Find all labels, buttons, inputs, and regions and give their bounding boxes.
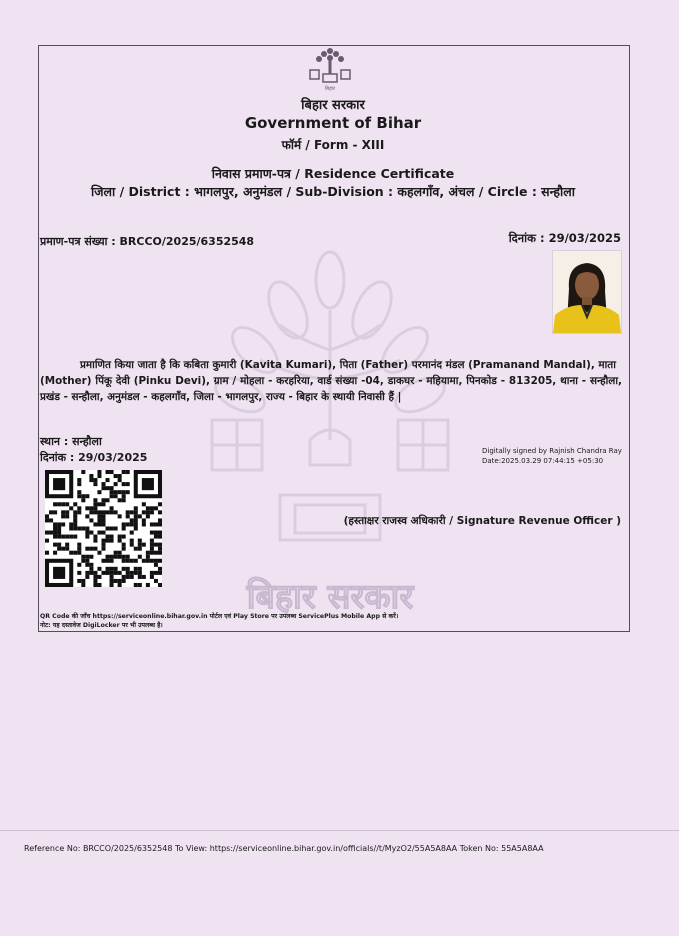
government-english: Government of Bihar — [244, 114, 422, 132]
certificate-body-first-line: प्रमाणित किया जाता है कि कबिता कुमारी (Kavita Kumari), पिता (Father) परमानंद मंडल (Pramanand Mandal), माता — [80, 359, 616, 371]
digital-signature-date: Date:2025.03.29 07:44:15 +05:30 — [482, 457, 604, 465]
bodhi-tree-watermark-icon — [210, 250, 450, 610]
footer-divider — [0, 830, 679, 831]
qr-code[interactable] — [45, 470, 162, 587]
location-line: जिला / District : भागलपुर, अनुमंडल / Sub-Division : कहलगाँव, अंचल / Circle : सन्हौला — [91, 184, 575, 199]
digital-signature — [482, 446, 622, 466]
certificate-body-rest: (Mother) पिंकू देवी (Pinku Devi), ग्राम / मोहला - करहरिया, वार्ड संख्या -04, डाकघर - महियामा, पिनकोड - 813205, थाना - सन्हौला, प्रखंड - सन्हौला, अनुमंडल - कहलगाँव, जिला - भागलपुर, राज्य - बिहार के स्थायी निवासी हैं | — [40, 375, 622, 403]
qr-note — [40, 612, 398, 630]
signature-officer-label: (हस्ताक्षर राजस्व अधिकारी / Signature Revenue Officer ) — [343, 515, 621, 527]
certificate-title: निवास प्रमाण-पत्र / Residence Certificate — [211, 166, 455, 181]
certificate-body — [40, 357, 622, 405]
issue-date: दिनांक : 29/03/2025 — [40, 451, 148, 464]
form-label: फॉर्म / Form - XIII — [281, 138, 385, 152]
person-photo-icon — [553, 251, 621, 333]
watermark-text: बिहार सरकार — [246, 577, 414, 617]
certificate-number: प्रमाण-पत्र संख्या : BRCCO/2025/6352548 — [40, 235, 255, 248]
qr-note-line2: नोट: यह दस्तावेज DigiLocker पर भी उपलब्ध है। — [40, 622, 163, 629]
qr-note-line1: QR Code की जाँच https://serviceonline.bihar.gov.in पोर्टल एवं Play Store पर उपलब्ध ServicePlus Mobile App से करें। — [40, 613, 399, 620]
digital-signature-name: Digitally signed by Rajnish Chandra Ray — [482, 447, 622, 455]
bihar-emblem-icon — [305, 45, 355, 93]
reference-line: Reference No: BRCCO/2025/6352548 To View: https://serviceonline.bihar.gov.in/officials//t/MyzO2/55A5A8AA Token No: 55A5A8AA — [24, 844, 544, 853]
government-hindi: बिहार सरकार — [301, 98, 365, 113]
emblem-text: बिहार — [324, 86, 336, 92]
place-line: स्थान : सन्हौला — [40, 435, 102, 448]
applicant-photo — [552, 250, 622, 334]
certificate-date: दिनांक : 29/03/2025 — [508, 231, 621, 245]
